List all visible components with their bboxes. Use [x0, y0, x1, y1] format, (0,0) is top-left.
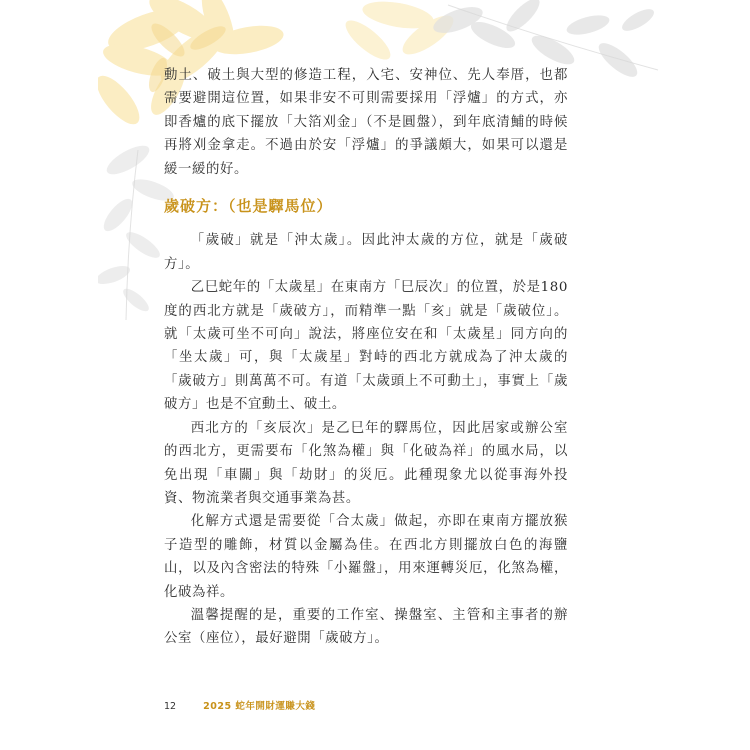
- body-text: [164, 64, 568, 651]
- paragraph: 「歲破」就是「沖太歲」。因此沖太歲的方位，就是「歲破方」。: [164, 233, 568, 272]
- page-footer: [164, 698, 315, 712]
- book-page: [98, 0, 660, 750]
- paragraph: 化解方式還是需要從「合太歲」做起，亦即在東南方擺放猴子造型的雕飾，材質以金屬為佳。在西北方則擺放白色的海鹽山，以及內含密法的特殊「小羅盤」，用來運轉災厄，化煞為權，化破為祥。: [164, 514, 568, 600]
- section-heading: 歲破方：（也是驛馬位）: [164, 197, 333, 216]
- paragraph: 西北方的「亥辰次」是乙巳年的驛馬位，因此居家或辦公室的西北方，更需要布「化煞為權」與「化破為祥」的風水局，以免出現「車關」與「劫財」的災厄。此種現象尤以從事海外投資、物流業者與交通事業為甚。: [164, 420, 568, 506]
- book-title: 2025 蛇年開財運賺大錢: [203, 701, 316, 712]
- paragraph: 溫馨提醒的是，重要的工作室、操盤室、主管和主事者的辦公室（座位），最好避開「歲破方」。: [164, 607, 568, 647]
- paragraph: 乙巳蛇年的「太歲星」在東南方「巳辰次」的位置，於是180度的西北方就是「歲破方」，而精準一點「亥」就是「歲破位」。就「太歲可坐不可向」說法，將座位安在和「太歲星」同方向的「坐太歲」可，與「太歲星」對峙的西北方就成為了沖太歲的「歲破方」則萬萬不可。有道「太歲頭上不可動土」，事實上「歲破方」也是不宜動土、破土。: [164, 280, 568, 413]
- intro-paragraph: 動土、破土與大型的修造工程，入宅、安神位、先人奉厝，也都需要避開這位置，如果非安不可則需要採用「浮爐」的方式，亦即香爐的底下擺放「大箔刈金」（不是圓盤），到年底清鯆的時候再將刈金拿走。不過由於安「浮爐」的爭議頗大，如果可以還是緩一緩的好。: [164, 68, 568, 177]
- page-number: 12: [164, 701, 177, 712]
